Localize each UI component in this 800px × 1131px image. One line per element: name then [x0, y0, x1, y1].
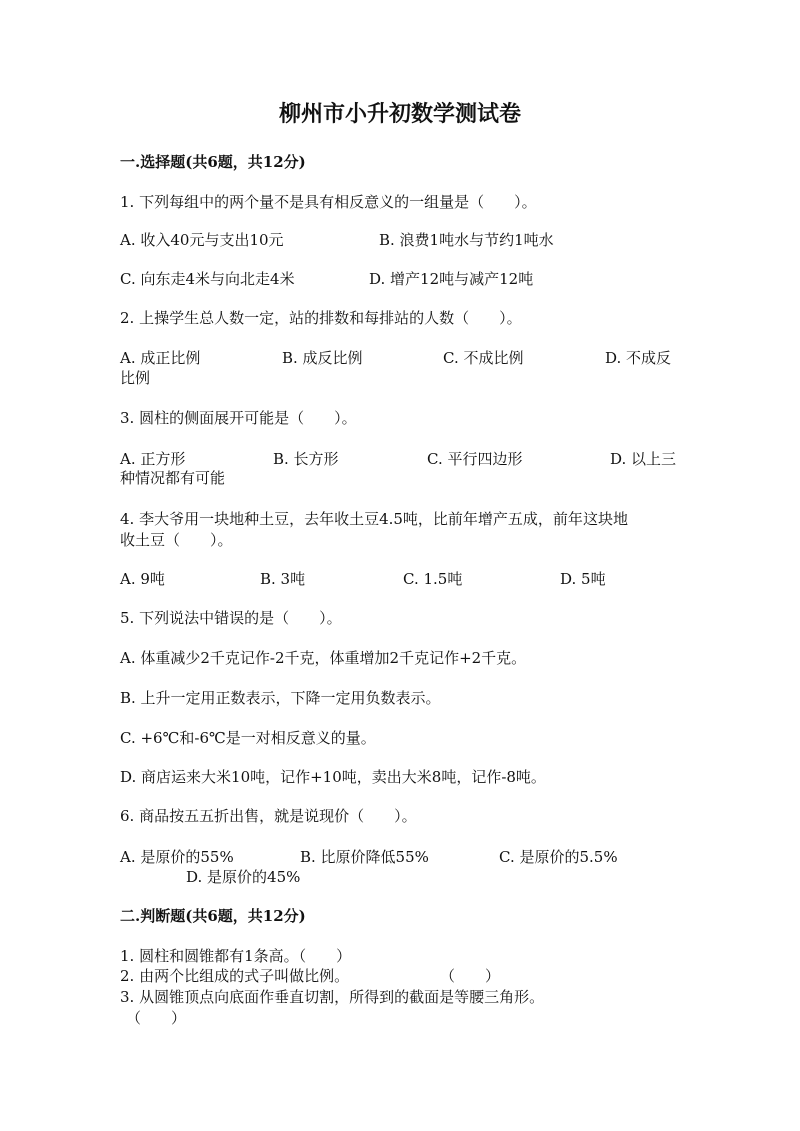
judgment-item: 3. 从圆锥顶点向底面作垂直切割，所得到的截面是等腰三角形。 [120, 988, 545, 1006]
option-d: D. 5吨 [560, 570, 606, 588]
question-stem: 1. 下列每组中的两个量不是具有相反意义的一组量是（ ）。 [120, 193, 537, 211]
option-c: C. 向东走4米与向北走4米 [120, 270, 295, 288]
option-d: D. 增产12吨与减产12吨 [369, 270, 534, 288]
option-b: B. 比原价降低55% [300, 848, 429, 866]
question-stem: 6. 商品按五五折出售，就是说现价（ ）。 [120, 807, 417, 825]
option-a: A. 成正比例 [120, 349, 201, 367]
judgment-item: 1. 圆柱和圆锥都有1条高。（ ） [120, 947, 352, 965]
option-a: A. 收入40元与支出10元 [120, 231, 284, 249]
option-a: A. 9吨 [120, 570, 165, 588]
option-c: C. 是原价的5.5% [499, 848, 618, 866]
option-b: B. 浪费1吨水与节约1吨水 [379, 231, 554, 249]
answer-blank: （ ） [440, 967, 501, 985]
option-continuation: 比例 [120, 369, 151, 387]
option-a: A. 体重减少2千克记作-2千克，体重增加2千克记作+2千克。 [120, 649, 527, 667]
question-stem: 5. 下列说法中错误的是（ ）。 [120, 609, 342, 627]
option-d: D. 是原价的45% [186, 868, 301, 886]
section-heading-choice: 一.选择题(共6题，共12分) [120, 153, 306, 171]
option-b: B. 上升一定用正数表示，下降一定用负数表示。 [120, 689, 441, 707]
option-d: D. 不成反 [605, 349, 672, 367]
option-continuation: 种情况都有可能 [120, 469, 226, 487]
answer-blank: （ ） [126, 1009, 187, 1027]
option-c: C. 不成比例 [443, 349, 524, 367]
option-a: A. 是原价的55% [120, 848, 234, 866]
option-c: C. 1.5吨 [403, 570, 463, 588]
question-stem: 4. 李大爷用一块地种土豆，去年收土豆4.5吨，比前年增产五成，前年这块地 [120, 510, 628, 528]
page-title: 柳州市小升初数学测试卷 [278, 101, 521, 127]
option-d: D. 以上三 [610, 450, 677, 468]
option-a: A. 正方形 [120, 450, 186, 468]
section-heading-judgment: 二.判断题(共6题，共12分) [120, 907, 306, 925]
option-c: C. +6℃和-6℃是一对相反意义的量。 [120, 729, 376, 747]
option-b: B. 3吨 [260, 570, 306, 588]
judgment-item: 2. 由两个比组成的式子叫做比例。 [120, 967, 350, 985]
question-stem: 2. 上操学生总人数一定，站的排数和每排站的人数（ ）。 [120, 309, 522, 327]
option-d: D. 商店运来大米10吨，记作+10吨，卖出大米8吨，记作-8吨。 [120, 768, 546, 786]
option-b: B. 成反比例 [282, 349, 363, 367]
option-c: C. 平行四边形 [427, 450, 523, 468]
option-b: B. 长方形 [273, 450, 339, 468]
question-stem: 3. 圆柱的侧面展开可能是（ ）。 [120, 409, 357, 427]
question-stem-continuation: 收土豆（ ）。 [120, 531, 233, 549]
